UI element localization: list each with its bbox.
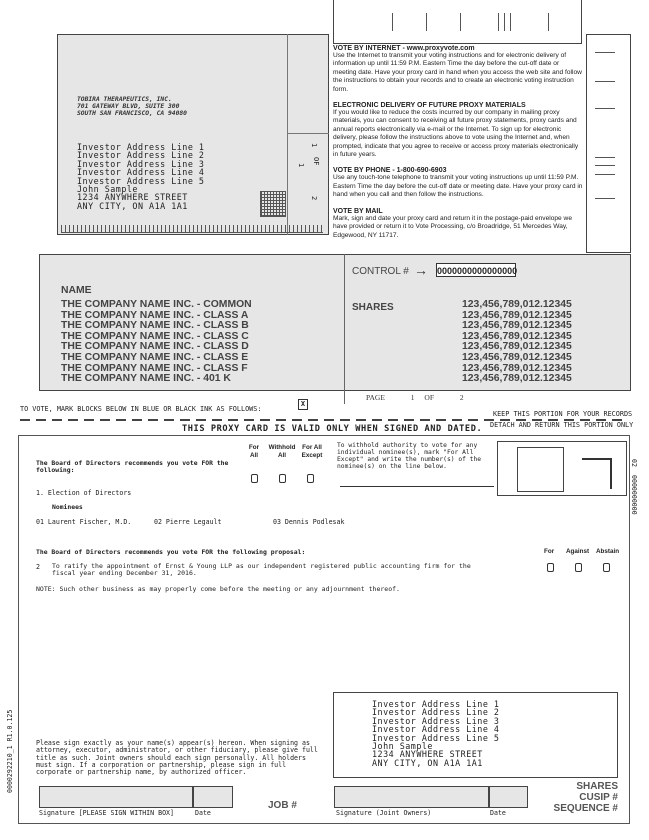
panel-divider-h: [287, 133, 329, 134]
investor-line: Investor Address Line 1: [372, 699, 500, 709]
detach-notice: DETACH AND RETURN THIS PORTION ONLY: [490, 421, 634, 429]
panel-divider: [287, 34, 288, 235]
page-num: 1: [410, 393, 415, 402]
col-header-for-all: For All: [248, 444, 260, 459]
cusip-label: CUSIP #: [579, 792, 618, 803]
item1-label: 1. Election of Directors: [36, 489, 132, 497]
corner-mark-h: [582, 458, 612, 460]
page-marker-one: 1: [297, 163, 305, 168]
share-value: 123,456,789,012.12345: [462, 309, 572, 321]
sender-addr1: 701 GATEWAY BLVD, SUITE 300: [77, 103, 180, 110]
board-rec-1: The Board of Directors recommends you vote FOR the following:: [36, 459, 229, 475]
sender-addr2: SOUTH SAN FRANCISCO, CA 94080: [77, 110, 187, 117]
barcode-tick: [510, 13, 511, 31]
item2-against-checkbox[interactable]: [575, 563, 582, 572]
side-code-1: 02: [630, 459, 638, 467]
investor-line: John Sample: [372, 741, 433, 752]
nominees-label: Nominees: [52, 503, 83, 511]
for-all-checkbox[interactable]: [251, 474, 258, 483]
2d-barcode: [260, 191, 286, 217]
signing-instructions: Please sign exactly as your name(s) appear(s) hereon. When signing as attorney, executor, administrator, or other fiduciary, please give full title as such. Joint owners should each sign personally. All holders must sign. If a corporation or partnership, please sign in full corporate or partnership name, by authorized officer.: [36, 739, 318, 777]
page-indicator: [366, 393, 464, 402]
barcode-tick: [548, 13, 549, 31]
class-row: THE COMPANY NAME INC. - CLASS C: [61, 330, 249, 342]
item2-for-checkbox[interactable]: [547, 563, 554, 572]
withhold-all-checkbox[interactable]: [279, 474, 286, 483]
col-header-except: For All Except: [301, 444, 323, 459]
barcode-tick: [498, 13, 499, 31]
holdings-class-list: [61, 300, 252, 385]
joint-signature-label: Signature (Joint Owners): [336, 809, 432, 817]
page-label: PAGE: [366, 393, 385, 402]
control-label: CONTROL #: [352, 266, 409, 277]
barcode-tick: [392, 13, 393, 31]
phone-text: Use any touch-tone telephone to transmit your voting instructions up until 11:59 P.M. Eastern Time the day before the cut-off date or meeting date. Have your proxy card in hand when you call and then follow the instructions.: [333, 174, 583, 199]
right-margin-strip: [586, 34, 631, 253]
signature-box[interactable]: [39, 786, 193, 808]
share-value: 123,456,789,012.12345: [462, 299, 572, 310]
investor-address-bottom: [372, 700, 499, 767]
for-all-except-checkbox[interactable]: [307, 474, 314, 483]
note-text: NOTE: Such other business as may properly come before the meeting or any adjournment thereof.: [36, 585, 400, 593]
strip-mark: [595, 174, 615, 175]
investor-line: Investor Address Line 1: [77, 142, 205, 152]
strip-mark: [595, 165, 615, 166]
mail-title: VOTE BY MAIL: [333, 207, 383, 215]
share-value: 123,456,789,012.12345: [462, 373, 572, 385]
investor-line: Investor Address Line 4: [372, 724, 500, 735]
share-value: 123,456,789,012.12345: [462, 341, 572, 353]
nominee-1: 01 Laurent Fischer, M.D.: [36, 518, 132, 526]
valid-notice: THIS PROXY CARD IS VALID ONLY WHEN SIGNED AND DATED.: [182, 424, 483, 434]
col-abstain: Abstain: [596, 548, 620, 555]
left-code: 0000292210_1 R1.0.125: [6, 709, 14, 793]
share-value: 123,456,789,012.12345: [462, 320, 572, 332]
except-write-line: [340, 486, 494, 487]
share-value: 123,456,789,012.12345: [462, 351, 572, 363]
investor-address-top: [77, 143, 204, 210]
investor-line: John Sample: [77, 184, 138, 195]
edelivery-text: If you would like to reduce the costs incurred by our company in mailing proxy materials, you can consent to receiving all future proxy statements, proxy cards and annual reports electronically via e-mail or the Internet. To sign up for electronic delivery, please follow the instructions above to vote using the Internet and, when prompted, indicate that you agree to receive or access proxy materials electronically in future years.: [333, 109, 579, 159]
class-row: THE COMPANY NAME INC. - CLASS E: [61, 351, 249, 363]
investor-line: Investor Address Line 2: [77, 150, 205, 161]
investor-line: Investor Address Line 5: [372, 732, 500, 743]
item2-text: To ratify the appointment of Ernst & Young LLP as our independent registered public accounting firm for the fiscal year ending December 31, 2016.: [52, 562, 471, 578]
investor-line: 1234 ANYWHERE STREET: [372, 749, 483, 760]
side-code-2: 0000000000: [630, 475, 638, 515]
mark-example: X: [298, 399, 308, 410]
class-row: THE COMPANY NAME INC. - CLASS D: [61, 341, 249, 353]
edelivery-title: ELECTRONIC DELIVERY OF FUTURE PROXY MATERIALS: [333, 102, 526, 110]
holdings-name-label: NAME: [61, 285, 92, 296]
share-value: 123,456,789,012.12345: [462, 362, 572, 374]
page-marker-1: 1: [310, 143, 318, 148]
investor-line: 1234 ANYWHERE STREET: [77, 192, 188, 203]
investor-line: Investor Address Line 3: [372, 715, 500, 726]
sender-name: TOBIRA THERAPEUTICS, INC.: [77, 96, 172, 103]
strip-mark: [595, 81, 615, 82]
bottom-shares-label: SHARES: [576, 781, 618, 792]
col-for: For: [544, 548, 555, 555]
page-marker-two: 2: [310, 196, 318, 201]
signature-label: Signature [PLEASE SIGN WITHIN BOX]: [39, 809, 174, 817]
phone-title: VOTE BY PHONE - 1-800-690-6903: [333, 167, 447, 175]
investor-line: ANY CITY, ON A1A 1A1: [372, 757, 483, 768]
sequence-label: SEQUENCE #: [553, 803, 618, 814]
joint-date-label: Date: [490, 809, 506, 817]
barcode-tick: [504, 13, 505, 31]
job-label: JOB #: [268, 800, 297, 811]
share-value: 123,456,789,012.12345: [462, 330, 572, 342]
col-against: Against: [566, 548, 590, 555]
withhold-instructions: To withhold authority to vote for any individual nominee(s), mark "For All Except" and write the number(s) of the nominee(s) on the line below.: [337, 442, 482, 470]
vote-instructions: [333, 45, 583, 240]
item2-abstain-checkbox[interactable]: [603, 563, 610, 572]
holdings-divider: [344, 254, 345, 404]
control-arrow: →: [414, 262, 428, 278]
class-row: THE COMPANY NAME INC. - CLASS B: [61, 320, 249, 332]
page-of: OF: [424, 393, 434, 402]
joint-date-box[interactable]: [489, 786, 528, 808]
postal-barcode: [61, 225, 323, 232]
investor-line: Investor Address Line 5: [77, 175, 205, 186]
date-box[interactable]: [193, 786, 233, 808]
investor-line: ANY CITY, ON A1A 1A1: [77, 200, 188, 211]
strip-mark: [595, 108, 615, 109]
nominee-3: 03 Dennis Podlesak: [273, 518, 345, 526]
internet-title: VOTE BY INTERNET - www.proxyvote.com: [333, 45, 475, 52]
shares-cusip-sequence: [540, 781, 618, 814]
strip-mark: [595, 52, 615, 53]
keep-portion: KEEP THIS PORTION FOR YOUR RECORDS: [493, 410, 633, 418]
shares-list: [462, 300, 572, 385]
shares-label: SHARES: [352, 302, 394, 313]
page-total: 2: [459, 393, 464, 402]
mail-text: Mark, sign and date your proxy card and return it in the postage-paid envelope we have provided or return it to Vote Processing, c/o Broadridge, 51 Mercedes Way, Edgewood, NY 11717.: [333, 214, 572, 239]
class-row: THE COMPANY NAME INC. - COMMON: [61, 299, 252, 310]
internet-text: Use the Internet to transmit your voting instructions and for electronic delivery of information up until 11:59 P.M. Eastern Time the day before the cut-off date or meeting date. Have your proxy card in hand when you access the web site and follow the instructions to obtain your records and to create an electronic voting instruction form.: [333, 52, 582, 93]
registration-box-inner: [517, 447, 564, 492]
class-row: THE COMPANY NAME INC. - CLASS A: [61, 309, 249, 321]
page-marker-of: OF: [312, 157, 320, 166]
joint-signature-box[interactable]: [334, 786, 489, 808]
col-header-withhold: Withhold All: [268, 444, 296, 459]
corner-mark-v: [610, 458, 612, 489]
barcode-baseline: [61, 232, 323, 233]
date-label: Date: [195, 809, 211, 817]
sender-address: [77, 96, 187, 117]
strip-mark: [595, 157, 615, 158]
investor-line: Investor Address Line 3: [77, 158, 205, 169]
return-address-barcode-box: [333, 0, 582, 44]
class-row: THE COMPANY NAME INC. - 401 K: [61, 373, 231, 385]
barcode-tick: [426, 13, 427, 31]
item2-num: 2: [36, 563, 40, 571]
mark-instructions: TO VOTE, MARK BLOCKS BELOW IN BLUE OR BLACK INK AS FOLLOWS:: [20, 405, 262, 413]
board-rec-2: The Board of Directors recommends you vote FOR the following proposal:: [36, 548, 306, 556]
nominee-2: 02 Pierre Legault: [154, 518, 222, 526]
investor-line: Investor Address Line 4: [77, 167, 205, 178]
control-number: 0000000000000000: [436, 263, 516, 277]
investor-line: Investor Address Line 2: [372, 707, 500, 718]
barcode-tick: [460, 13, 461, 31]
class-row: THE COMPANY NAME INC. - CLASS F: [61, 362, 248, 374]
strip-mark: [595, 198, 615, 199]
